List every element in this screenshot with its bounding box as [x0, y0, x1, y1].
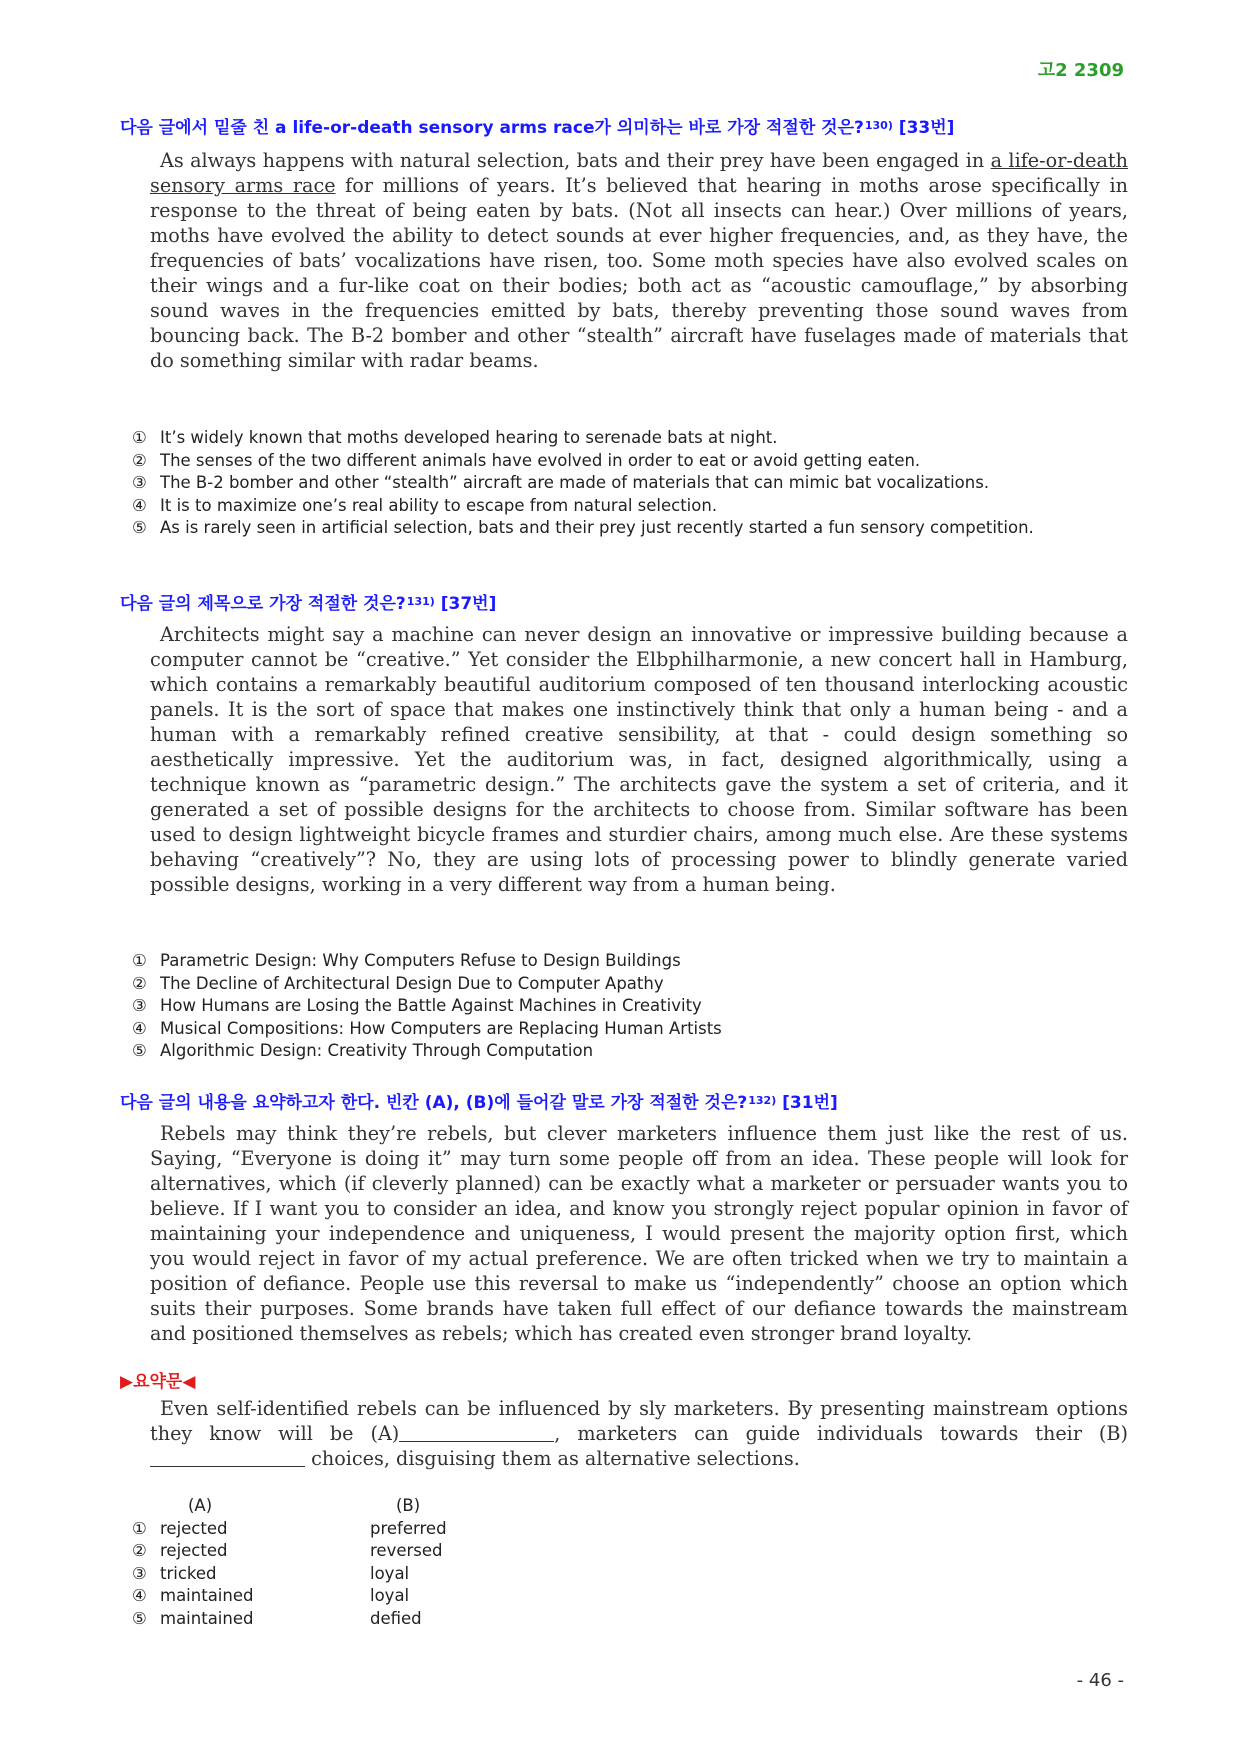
answer-b: loyal	[370, 1563, 410, 1583]
choice-item[interactable]	[132, 1018, 722, 1041]
question-1-passage	[150, 148, 1128, 373]
choice-number: ②	[132, 1541, 147, 1560]
choice-number: ④	[132, 1586, 147, 1605]
answer-table-header	[132, 1495, 447, 1518]
question-1-tag: [33번]	[898, 118, 955, 138]
column-a-header: (A)	[188, 1496, 213, 1515]
question-3-title	[120, 1088, 1124, 1113]
question-1-footnote: 130)	[864, 119, 893, 132]
blank-b[interactable]	[150, 1448, 305, 1467]
choice-number: ④	[132, 495, 147, 515]
answer-a: tricked	[160, 1563, 217, 1583]
answer-a: maintained	[160, 1586, 254, 1605]
choice-item[interactable]	[132, 427, 1034, 450]
question-2-tag: [37번]	[440, 594, 497, 614]
answer-table	[132, 1495, 447, 1630]
answer-b: preferred	[370, 1518, 447, 1538]
question-1-title-text: 다음 글에서 밑줄 친 a life-or-death sensory arms race가 의미하는 바로 가장 적절한 것은?	[120, 118, 864, 138]
answer-b: loyal	[370, 1586, 410, 1605]
choice-text: It’s widely known that moths developed hearing to serenade bats at night.	[160, 428, 778, 447]
summary-text-1: Even self-identified rebels can be influenced by sly marketers. By presenting mainstream options they know will be (A)	[150, 1397, 1128, 1445]
choice-item[interactable]	[132, 472, 1034, 495]
underlined-phrase: a life-or-death sensory arms race	[150, 149, 1128, 197]
choice-text: The senses of the two different animals have evolved in order to eat or avoid getting eaten.	[160, 450, 921, 470]
answer-b: reversed	[370, 1541, 443, 1560]
question-1-choices	[132, 427, 1034, 540]
choice-text: Parametric Design: Why Computers Refuse to Design Buildings	[160, 951, 681, 970]
passage-2-text: Architects might say a machine can never design an innovative or impressive building because a computer cannot be “creative.” Yet consider the Elbphilharmonie, a new concert hall in Hamburg, which contains a remarkably beautiful auditorium composed of ten thousand interlocking acoustic panels. It is the sort of space that makes one instinctively think that only a human being - and a human with a remarkably refined creative sensibility, at that - could design something so aesthetically impressive. Yet the auditorium was, in fact, designed algorithmically, using a technique known as “parametric design.” The architects gave the system a set of criteria, and it generated a set of possible designs for the architects to choose from. Similar software has been used to design lightweight bicycle frames and sturdier chairs, among much else. Are these systems behaving “creatively”? No, they are using lots of processing power to blindly generate varied possible designs, working in a very different way from a human being.	[150, 623, 1128, 896]
choice-text: Musical Compositions: How Computers are Replacing Human Artists	[160, 1018, 722, 1038]
exam-code: 고2 2309	[1037, 60, 1124, 81]
choice-item[interactable]	[132, 1040, 722, 1063]
page-number: - 46 -	[1076, 1670, 1124, 1691]
choice-number: ③	[132, 1563, 147, 1583]
summary-text-3: choices, disguising them as alternative selections.	[305, 1447, 800, 1470]
choice-item[interactable]	[132, 995, 722, 1018]
choice-number: ①	[132, 951, 147, 970]
choice-number: ⑤	[132, 1041, 147, 1060]
choice-item[interactable]	[132, 495, 1034, 518]
choice-number: ②	[132, 973, 147, 993]
question-2-footnote: 131)	[406, 595, 435, 608]
answer-row[interactable]	[132, 1608, 447, 1631]
blank-a[interactable]	[399, 1423, 554, 1442]
choice-text: The B-2 bomber and other “stealth” aircraft are made of materials that can mimic bat vocalizations.	[160, 473, 990, 492]
answer-row[interactable]	[132, 1540, 447, 1563]
passage-3-text: Rebels may think they’re rebels, but clever marketers influence them just like the rest of us. Saying, “Everyone is doing it” may turn some people off from an idea. These people will look for alternatives, which (if cleverly planned) can be exactly what a marketer or persuader wants you to believe. If I want you to consider an idea, and know you strongly reject popular opinion in favor of maintaining your independence and uniqueness, I would present the majority option first, which you would reject in favor of my actual preference. We are often tricked when we try to maintain a position of defiance. People use this reversal to make us “independently” choose an option which suits their purposes. Some brands have taken full effect of our defiance towards the mainstream and positioned themselves as rebels; which has created even stronger brand loyalty.	[150, 1122, 1128, 1345]
choice-number: ⑤	[132, 1608, 147, 1628]
question-2-passage	[150, 622, 1128, 897]
answer-a: rejected	[160, 1541, 228, 1560]
choice-item[interactable]	[132, 973, 722, 996]
question-3-title-text: 다음 글의 내용을 요약하고자 한다. 빈칸 (A), (B)에 들어갈 말로 가장 적절한 것은?	[120, 1093, 748, 1113]
answer-b: defied	[370, 1608, 422, 1628]
summary-label: ▶요약문◀	[120, 1372, 196, 1392]
question-3-footnote: 132)	[748, 1094, 777, 1107]
question-2-title	[120, 589, 1124, 614]
question-3-tag: [31번]	[782, 1093, 838, 1113]
choice-text: Algorithmic Design: Creativity Through Computation	[160, 1041, 594, 1060]
choice-text: The Decline of Architectural Design Due to Computer Apathy	[160, 973, 664, 993]
passage-1-before: As always happens with natural selection, bats and their prey have been engaged in	[160, 149, 991, 172]
question-3-passage	[150, 1121, 1128, 1346]
choice-number: ④	[132, 1018, 147, 1038]
question-1-title	[120, 113, 1124, 138]
question-2-title-text: 다음 글의 제목으로 가장 적절한 것은?	[120, 594, 406, 614]
column-b-header: (B)	[396, 1496, 421, 1515]
answer-row[interactable]	[132, 1563, 447, 1586]
choice-number: ③	[132, 996, 147, 1015]
question-2-choices	[132, 950, 722, 1063]
answer-a: rejected	[160, 1518, 228, 1538]
choice-number: ①	[132, 1518, 147, 1538]
choice-number: ①	[132, 428, 147, 447]
choice-number: ③	[132, 473, 147, 492]
answer-a: maintained	[160, 1608, 254, 1628]
choice-text: It is to maximize one’s real ability to escape from natural selection.	[160, 495, 718, 515]
answer-row[interactable]	[132, 1585, 447, 1608]
choice-number: ②	[132, 450, 147, 470]
choice-item[interactable]	[132, 517, 1034, 540]
choice-number: ⑤	[132, 518, 147, 537]
choice-text: How Humans are Losing the Battle Against Machines in Creativity	[160, 996, 702, 1015]
choice-text: As is rarely seen in artificial selection, bats and their prey just recently started a fun sensory competition.	[160, 518, 1034, 537]
choice-item[interactable]	[132, 950, 722, 973]
passage-1-after: for millions of years. It’s believed that hearing in moths arose specifically in response to the threat of being eaten by bats. (Not all insects can hear.) Over millions of years, moths have evolved the ability to detect sounds at ever higher frequencies, and, as they have, the frequencies of bats’ vocalizations have risen, too. Some moth species have also evolved scales on their wings and a fur-like coat on their bodies; both act as “acoustic camouflage,” by absorbing sound waves in the frequencies emitted by bats, thereby preventing those sound waves from bouncing back. The B-2 bomber and other “stealth” aircraft have fuselages made of materials that do something similar with radar beams.	[150, 174, 1128, 372]
answer-row[interactable]	[132, 1518, 447, 1541]
summary-passage	[150, 1396, 1128, 1471]
summary-text-2: , marketers can guide individuals towards their (B)	[554, 1422, 1129, 1445]
choice-item[interactable]	[132, 450, 1034, 473]
